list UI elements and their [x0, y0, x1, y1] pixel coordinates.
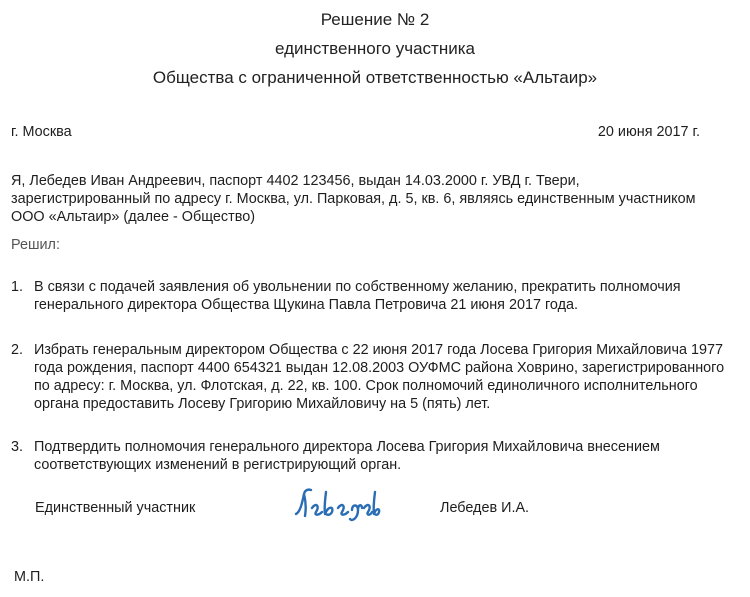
- handwritten-signature: [292, 486, 382, 522]
- item-number: 2.: [11, 342, 24, 358]
- place: г. Москва: [11, 124, 72, 140]
- document-subtitle: единственного участника: [275, 39, 475, 58]
- signature-label: Единственный участник: [35, 500, 196, 516]
- signatory-name: Лебедев И.А.: [440, 500, 530, 516]
- document-title: Решение № 2: [320, 10, 430, 29]
- stamp-placeholder: М.П.: [14, 569, 45, 585]
- item-number: 1.: [11, 279, 24, 295]
- item-text: Избрать генеральным директором Общества с 22 июня 2017 года Лосева Григория Михайловича 1977 года рождения, паспорт 4400 654321 выдан 12.08.2003 ОУФМС района Ховрино, зарегистрированного по адресу: г. Москва, ул. Флотская, д. 22, кв. 100. Срок полномочий единоличного исполнительного органа предоставить Лосеву Григорию Михайловичу на 5 (пять) лет.: [34, 342, 725, 412]
- resolved-label: Решил:: [11, 237, 60, 253]
- resolution-item: [11, 341, 731, 413]
- resolution-item: [11, 278, 731, 314]
- item-number: 3.: [11, 439, 24, 455]
- date: 20 июня 2017 г.: [597, 124, 700, 140]
- item-text: В связи с подачей заявления об увольнении по собственному желанию, прекратить полномочия генерального директора Общества Щукина Павла Петровича 21 июня 2017 года.: [34, 279, 681, 313]
- company-name: Общества с ограниченной ответственностью «Альтаир»: [152, 68, 598, 87]
- item-text: Подтвердить полномочия генерального директора Лосева Григория Михайловича внесением соответствующих изменений в регистрирующий орган.: [34, 439, 660, 473]
- intro-paragraph: Я, Лебедев Иван Андреевич, паспорт 4402 123456, выдан 14.03.2000 г. УВД г. Твери, зарегистрированный по адресу г. Москва, ул. Парковая, д. 5, кв. 6, являясь единственным участником ООО «Альтаир» (далее - Общество): [11, 173, 696, 225]
- resolution-item: [11, 438, 731, 474]
